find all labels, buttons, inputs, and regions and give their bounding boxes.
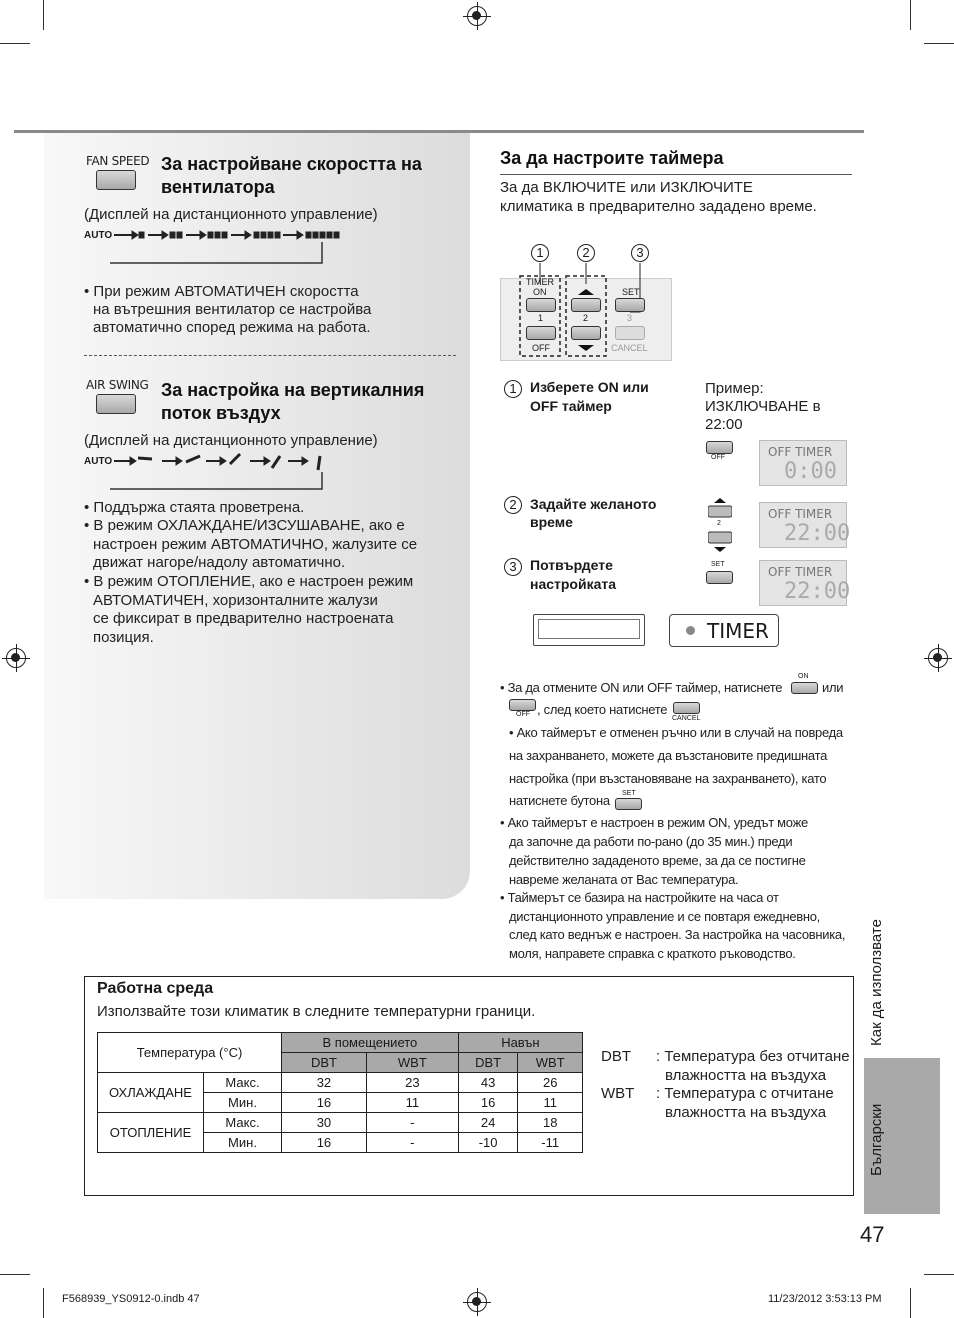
value-cell: 26 xyxy=(518,1073,583,1093)
legend-wbt-desc-2: влажността на въздуха xyxy=(665,1104,827,1121)
table-header-dbt: DBT xyxy=(458,1053,518,1073)
swing-note-8: позиция. xyxy=(93,629,154,646)
crop-mark xyxy=(924,1274,954,1275)
crop-mark xyxy=(910,1288,911,1318)
footer-date: 11/23/2012 3:53:13 PM xyxy=(768,1293,882,1305)
lcd-label: OFF TIMER xyxy=(768,565,833,579)
environment-title: Работна среда xyxy=(97,980,214,997)
set-button-icon-2 xyxy=(615,798,642,810)
remote-cancel-button[interactable] xyxy=(615,326,645,340)
air-swing-button-icon xyxy=(96,394,136,414)
language-label: Български xyxy=(868,1103,885,1176)
step-3-number: 3 xyxy=(504,558,522,576)
swing-title-2: поток въздух xyxy=(161,403,281,423)
legend-wbt-desc: : Температура с отчитане xyxy=(656,1085,834,1102)
off-tiny-label: OFF xyxy=(516,711,530,718)
remote-1-label: 1 xyxy=(538,313,544,323)
sub-cell: Макс. xyxy=(204,1073,282,1093)
swing-note-2: • В режим ОХЛАЖДАНЕ/ИЗСУШАВАНЕ, ако е xyxy=(84,517,405,534)
value-cell: 30 xyxy=(282,1113,367,1133)
fan-note-1: • При режим АВТОМАТИЧЕН скоростта xyxy=(84,283,359,300)
off-button-icon xyxy=(706,441,733,454)
table-row xyxy=(98,1113,583,1133)
lcd-label: OFF TIMER xyxy=(768,507,833,521)
value-cell: 16 xyxy=(458,1093,518,1113)
off-button-icon-2 xyxy=(509,699,536,711)
section-divider xyxy=(84,355,456,356)
lcd-label: OFF TIMER xyxy=(768,445,833,459)
swing-display-caption: (Дисплей на дистанционното управление) xyxy=(84,432,378,449)
value-cell: -11 xyxy=(518,1133,583,1153)
swing-title: За настройка на вертикалния xyxy=(161,380,425,400)
value-cell: 32 xyxy=(282,1073,367,1093)
lcd-time: 0:00 xyxy=(784,459,837,484)
note-3d: навреме желаната от Вас температура. xyxy=(509,872,739,887)
crop-mark xyxy=(910,0,911,30)
example-text: ИЗКЛЮЧВАНЕ в xyxy=(705,398,821,415)
swing-note-1: • Поддържа стаята проветрена. xyxy=(84,499,305,516)
crop-mark xyxy=(924,43,954,44)
footer-file: F568939_YS0912-0.indb 47 xyxy=(62,1293,200,1305)
fan-auto: AUTO xyxy=(84,230,113,241)
value-cell: - xyxy=(366,1113,458,1133)
note-4d: моля, направете справка с краткото ръководство. xyxy=(509,946,796,961)
step-1-number: 1 xyxy=(504,380,522,398)
timer-intro-2: климатика в предварително зададено време. xyxy=(500,198,817,215)
step-2-number: 2 xyxy=(504,496,522,514)
timer-title: За да настроите таймера xyxy=(500,148,724,168)
set-small-label: SET xyxy=(711,561,725,568)
timer-title-rule xyxy=(500,174,852,175)
page-number: 47 xyxy=(860,1222,885,1247)
step-2-text-2: време xyxy=(530,514,573,530)
two-small-label: 2 xyxy=(717,520,721,527)
fan-speed-button-icon xyxy=(96,170,136,190)
air-swing-label: AIR SWING xyxy=(86,378,149,392)
note-3a: • Ако таймерът е настроен в режим ON, уредът може xyxy=(500,815,808,830)
crop-mark xyxy=(0,1274,30,1275)
note-3c: действително зададеното време, за да се постигне xyxy=(509,853,806,868)
note-2a: • Ако таймерът е отменен ръчно или в случай на повреда xyxy=(509,725,843,740)
value-cell: - xyxy=(366,1133,458,1153)
off-small-label: OFF xyxy=(711,454,725,461)
crop-mark xyxy=(0,43,30,44)
indoor-unit-panel xyxy=(538,619,640,639)
note-1c: , след което натиснете xyxy=(537,702,668,717)
remote-on-label: ON xyxy=(533,287,547,297)
cancel-tiny-label: CANCEL xyxy=(672,715,701,722)
step-2-text: Задайте желаното xyxy=(530,496,657,512)
remote-up-button[interactable] xyxy=(571,298,601,312)
swing-note-3: настроен режим АВТОМАТИЧНО, жалузите се xyxy=(93,536,418,553)
sub-cell: Мин. xyxy=(204,1133,282,1153)
fan-title: За настройване скоростта на xyxy=(161,154,422,174)
remote-3-label: 3 xyxy=(627,313,633,323)
value-cell: 11 xyxy=(518,1093,583,1113)
lcd-time: 22:00 xyxy=(784,579,851,604)
swing-note-5: • В режим ОТОПЛЕНИЕ, ако е настроен режим xyxy=(84,573,414,590)
lcd-display-1 xyxy=(759,440,847,486)
note-2d: натиснете бутона xyxy=(509,793,610,808)
remote-cancel-label: CANCEL xyxy=(611,343,648,353)
table-row xyxy=(98,1073,583,1093)
remote-down-button[interactable] xyxy=(571,326,601,340)
swing-note-4: движат нагоре/надолу автоматично. xyxy=(93,554,346,571)
swing-auto: AUTO xyxy=(84,456,113,467)
mode-cell: ОТОПЛЕНИЕ xyxy=(98,1113,204,1153)
timer-intro-1: За да ВКЛЮЧИТЕ или ИЗКЛЮЧИТЕ xyxy=(500,179,753,196)
registration-mark-icon xyxy=(467,1292,487,1312)
value-cell: 16 xyxy=(282,1133,367,1153)
timer-lamp-icon xyxy=(686,626,695,635)
step-3-text: Потвърдете xyxy=(530,557,613,573)
table-header-wbt: WBT xyxy=(518,1053,583,1073)
step-1-text: Изберете ON или xyxy=(530,379,649,395)
value-cell: 16 xyxy=(282,1093,367,1113)
mode-cell: ОХЛАЖДАНЕ xyxy=(98,1073,204,1113)
fan-note-2: на вътрешния вентилатор се настройва xyxy=(93,301,372,318)
legend-dbt: DBT xyxy=(601,1048,631,1065)
example-time: 22:00 xyxy=(705,416,743,433)
table-header-wbt: WBT xyxy=(366,1053,458,1073)
legend-wbt: WBT xyxy=(601,1085,635,1102)
value-cell: 11 xyxy=(366,1093,458,1113)
remote-set-label: SET xyxy=(622,287,640,297)
value-cell: 24 xyxy=(458,1113,518,1133)
remote-timer-label: TIMER xyxy=(526,277,554,287)
cancel-button-icon xyxy=(673,702,700,714)
note-4a: • Таймерът се базира на настройките на часа от xyxy=(500,890,779,905)
callout-1: 1 xyxy=(531,244,549,262)
temperature-table xyxy=(97,1032,583,1153)
note-2c: настройка (при възстановяване на захранването), като xyxy=(509,771,827,786)
value-cell: -10 xyxy=(458,1133,518,1153)
note-4c: след като веднъж е настроен. За настройка на часовника, xyxy=(509,927,846,942)
remote-set-button[interactable] xyxy=(615,298,645,312)
note-3b: да започне да работи по-рано (до 35 мин.) преди xyxy=(509,834,793,849)
table-header-dbt: DBT xyxy=(282,1053,367,1073)
note-4b: дистанционното управление и се повтаря ежедневно, xyxy=(509,909,820,924)
sub-cell: Макс. xyxy=(204,1113,282,1133)
registration-mark-icon xyxy=(928,648,948,668)
registration-mark-icon xyxy=(6,648,26,668)
crop-mark xyxy=(43,1288,44,1318)
remote-on-button[interactable] xyxy=(526,298,556,312)
set-button-icon xyxy=(706,571,733,584)
fan-speed-label: FAN SPEED xyxy=(86,154,150,168)
example-label: Пример: xyxy=(705,380,764,397)
remote-2-label: 2 xyxy=(583,313,589,323)
callout-2: 2 xyxy=(577,244,595,262)
air-swing-sequence-diagram xyxy=(110,452,340,494)
fan-speed-sequence-diagram xyxy=(110,226,350,268)
sub-cell: Мин. xyxy=(204,1093,282,1113)
table-header-temp: Температура (°C) xyxy=(98,1033,282,1073)
lcd-display-2 xyxy=(759,502,851,548)
fan-title-2: вентилатора xyxy=(161,177,275,197)
remote-off-label: OFF xyxy=(532,343,550,353)
registration-mark-icon xyxy=(467,6,487,26)
value-cell: 23 xyxy=(366,1073,458,1093)
fan-display-caption: (Дисплей на дистанционното управление) xyxy=(84,206,378,223)
legend-dbt-desc: : Температура без отчитане xyxy=(656,1048,850,1065)
set-tiny-label: SET xyxy=(622,790,636,797)
callout-3: 3 xyxy=(631,244,649,262)
lcd-display-3 xyxy=(759,560,851,606)
fan-note-3: автоматично според режима на работа. xyxy=(93,319,371,336)
note-1b: или xyxy=(822,680,844,695)
on-button-icon xyxy=(791,682,818,694)
remote-off-button[interactable] xyxy=(526,326,556,340)
note-2b: на захранването, можете да възстановите предишната xyxy=(509,748,828,763)
value-cell: 43 xyxy=(458,1073,518,1093)
side-section-label: Как да използвате xyxy=(868,919,885,1046)
crop-mark xyxy=(43,0,44,30)
legend-dbt-desc-2: влажността на въздуха xyxy=(665,1067,827,1084)
timer-indicator-label: TIMER xyxy=(707,619,769,643)
step-3-text-2: настройката xyxy=(530,576,617,592)
note-1a: • За да отмените ON или OFF таймер, натиснете xyxy=(500,680,783,695)
swing-note-7: се фиксират в предварително настроената xyxy=(93,610,394,627)
on-tiny-label: ON xyxy=(798,673,809,680)
step-1-text-2: OFF таймер xyxy=(530,398,612,414)
swing-note-6: АВТОМАТИЧЕН, хоризонталните жалузи xyxy=(93,592,378,609)
lcd-time: 22:00 xyxy=(784,521,851,546)
table-header-indoor: В помещението xyxy=(282,1033,459,1053)
environment-intro: Използвайте този климатик в следните температурни граници. xyxy=(97,1003,536,1020)
value-cell: 18 xyxy=(518,1113,583,1133)
table-header-outdoor: Навън xyxy=(458,1033,582,1053)
